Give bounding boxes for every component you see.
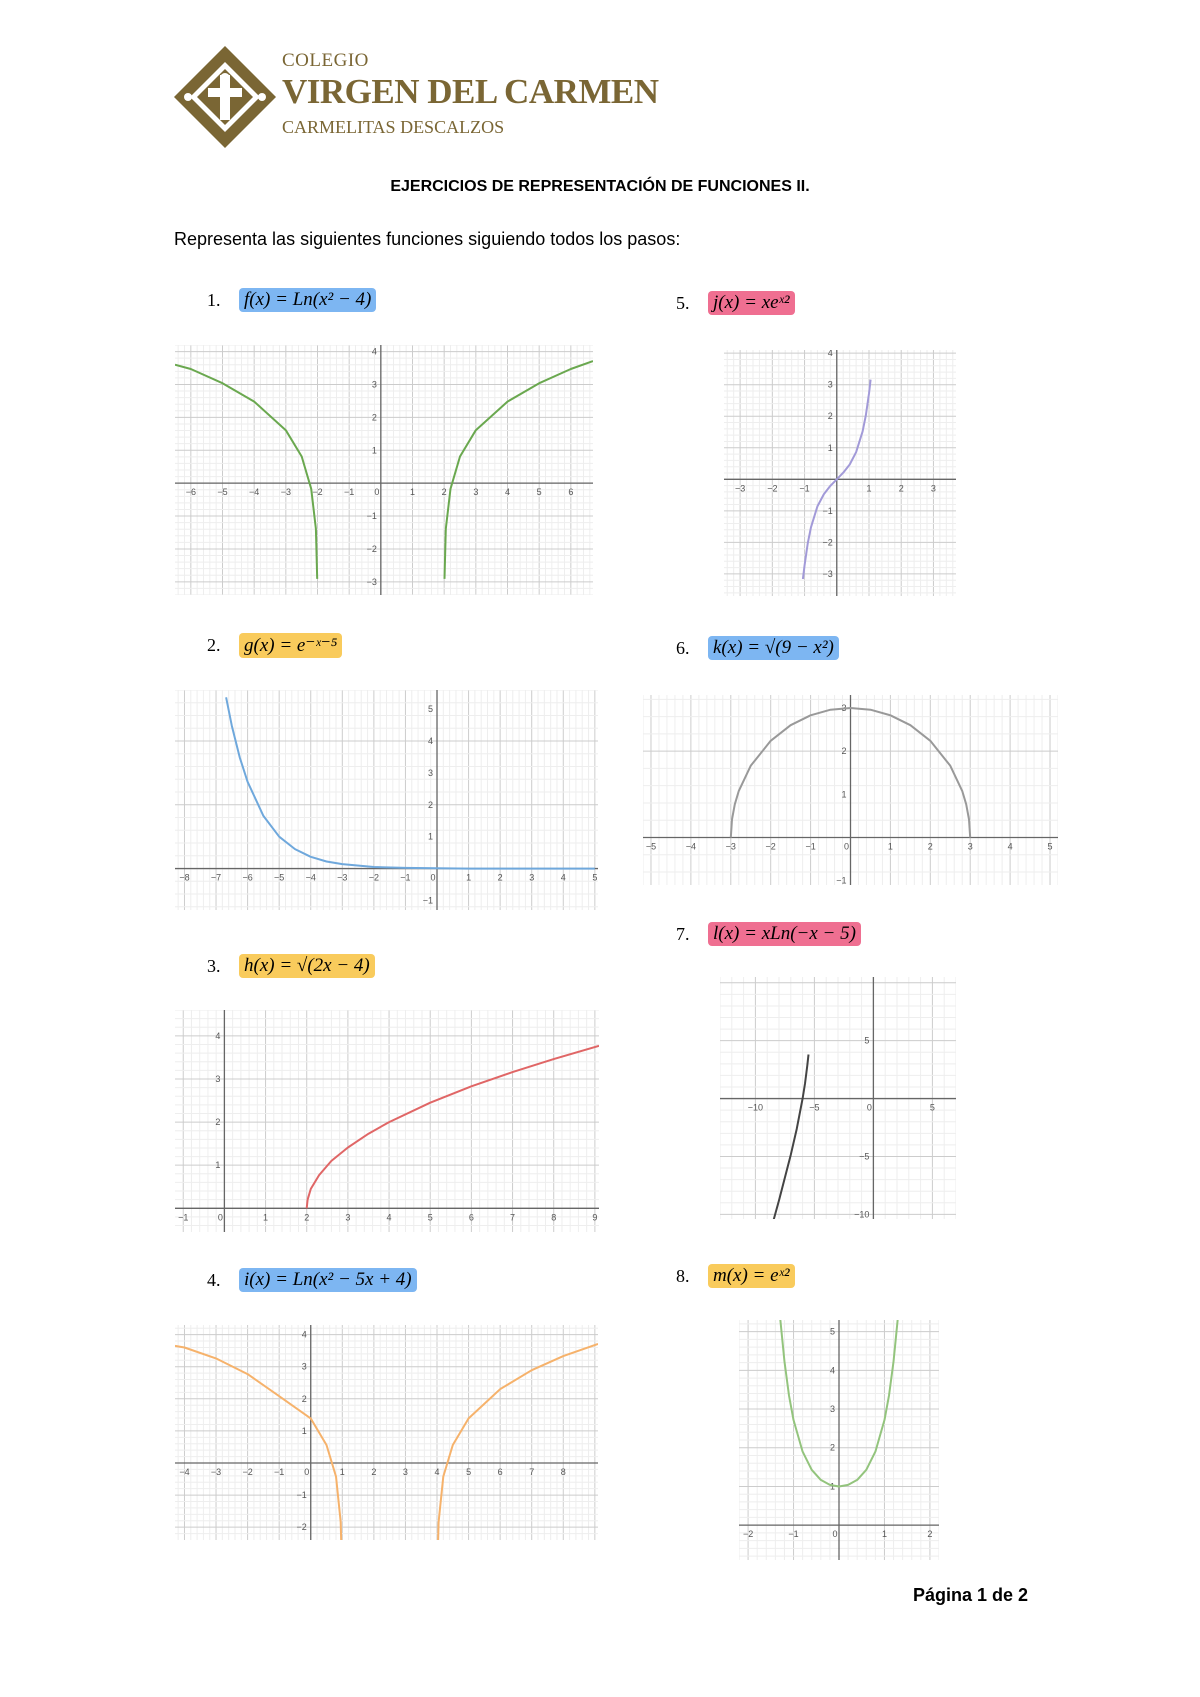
x-tick-label: 3 bbox=[529, 872, 535, 883]
function-curve bbox=[175, 365, 317, 579]
x-tick-label: −4 bbox=[249, 487, 260, 498]
x-tick-label: −2 bbox=[742, 1529, 754, 1540]
document-title: EJERCICIOS DE REPRESENTACIÓN DE FUNCIONES II. bbox=[390, 178, 810, 195]
x-tick-label: 4 bbox=[504, 487, 511, 498]
x-tick-label: 2 bbox=[898, 483, 904, 494]
exercise-label bbox=[207, 288, 376, 312]
y-tick-label: −5 bbox=[859, 1151, 870, 1162]
exercise-label bbox=[676, 291, 795, 315]
x-tick-label: −3 bbox=[280, 487, 291, 498]
exercise-label bbox=[207, 1268, 417, 1292]
y-tick-label: 4 bbox=[301, 1329, 307, 1340]
x-tick-label: 0 bbox=[866, 1102, 872, 1113]
x-tick-label: 3 bbox=[930, 483, 936, 494]
y-tick-label: 2 bbox=[301, 1393, 307, 1404]
x-tick-label: −2 bbox=[368, 872, 380, 883]
x-tick-label: 5 bbox=[427, 1212, 433, 1223]
exercise-formula: l(x) = xLn(−x − 5) bbox=[708, 922, 861, 946]
x-tick-label: −5 bbox=[274, 872, 285, 883]
x-tick-label: 2 bbox=[497, 872, 503, 883]
y-tick-label: 3 bbox=[371, 379, 377, 390]
x-tick-label: 5 bbox=[1047, 841, 1053, 852]
x-tick-label: 1 bbox=[881, 1529, 887, 1540]
exercise-number: 8. bbox=[676, 1265, 690, 1286]
y-tick-label: −2 bbox=[296, 1522, 307, 1533]
x-tick-label: −1 bbox=[274, 1466, 285, 1477]
graph-m bbox=[739, 1320, 939, 1560]
x-tick-label: −5 bbox=[645, 841, 657, 852]
y-tick-label: −10 bbox=[854, 1209, 870, 1219]
y-tick-label: 3 bbox=[841, 702, 847, 713]
y-tick-label: 4 bbox=[371, 346, 377, 357]
exercise-label bbox=[207, 633, 342, 658]
exercise-formula: f(x) = Ln(x² − 4) bbox=[239, 288, 376, 312]
x-tick-label: 0 bbox=[430, 872, 436, 883]
x-tick-label: −1 bbox=[344, 487, 355, 498]
x-tick-label: 1 bbox=[263, 1212, 269, 1223]
x-tick-label: −5 bbox=[809, 1102, 820, 1113]
y-tick-label: −2 bbox=[366, 543, 377, 554]
x-tick-label: −4 bbox=[305, 872, 316, 883]
x-tick-label: −1 bbox=[799, 483, 810, 494]
x-tick-label: 0 bbox=[843, 841, 850, 852]
y-tick-label: 5 bbox=[864, 1035, 870, 1046]
x-tick-label: 1 bbox=[466, 872, 472, 883]
x-tick-label: −10 bbox=[747, 1102, 764, 1113]
graph-l bbox=[720, 977, 956, 1219]
y-tick-label: 1 bbox=[427, 831, 434, 842]
x-tick-label: −2 bbox=[767, 483, 778, 494]
x-tick-label: −5 bbox=[217, 487, 228, 498]
x-tick-label: 4 bbox=[1007, 841, 1013, 852]
x-tick-label: 8 bbox=[560, 1466, 566, 1477]
y-tick-label: 1 bbox=[841, 789, 847, 800]
x-tick-label: −8 bbox=[179, 872, 190, 883]
grid bbox=[175, 345, 593, 595]
grid bbox=[724, 350, 956, 596]
y-tick-label: −1 bbox=[422, 895, 434, 906]
x-tick-label: 2 bbox=[927, 841, 933, 852]
exercise-number: 7. bbox=[676, 923, 690, 944]
x-tick-label: 3 bbox=[345, 1212, 351, 1223]
x-tick-label: −6 bbox=[242, 872, 253, 883]
graph-h bbox=[175, 1010, 599, 1232]
x-tick-label: −1 bbox=[788, 1529, 799, 1540]
x-tick-label: 6 bbox=[468, 1212, 474, 1223]
x-tick-label: 1 bbox=[339, 1466, 345, 1477]
y-tick-label: 2 bbox=[371, 412, 377, 423]
x-tick-label: 2 bbox=[371, 1466, 377, 1477]
exercise-number: 1. bbox=[207, 289, 221, 310]
x-tick-label: 2 bbox=[927, 1529, 933, 1540]
y-tick-label: 3 bbox=[215, 1073, 221, 1084]
y-tick-label: 1 bbox=[829, 1481, 835, 1492]
x-tick-label: 5 bbox=[592, 872, 598, 883]
exercise-formula: j(x) = xeˣ² bbox=[708, 291, 795, 315]
y-tick-label: 2 bbox=[215, 1117, 221, 1128]
x-tick-label: −3 bbox=[210, 1466, 222, 1477]
instructions-text: Representa las siguientes funciones siguiendo todos los pasos: bbox=[174, 229, 681, 249]
x-tick-label: 2 bbox=[304, 1212, 310, 1223]
x-tick-label: 7 bbox=[529, 1466, 535, 1477]
x-tick-label: −3 bbox=[337, 872, 348, 883]
exercise-number: 5. bbox=[676, 292, 690, 313]
logo-line-order: CARMELITAS DESCALZOS bbox=[282, 117, 505, 137]
graph-g bbox=[175, 690, 598, 910]
y-tick-label: 3 bbox=[427, 767, 434, 778]
exercise-label bbox=[676, 636, 839, 660]
y-tick-label: 3 bbox=[827, 379, 833, 390]
exercise-formula: h(x) = √(2x − 4) bbox=[239, 954, 375, 978]
x-tick-label: 0 bbox=[304, 1466, 310, 1477]
y-tick-label: 5 bbox=[427, 704, 434, 715]
grid bbox=[175, 1325, 598, 1540]
exercise-label bbox=[676, 922, 861, 946]
y-tick-label: 2 bbox=[841, 746, 847, 757]
exercise-number: 2. bbox=[207, 635, 221, 655]
y-tick-label: 2 bbox=[827, 411, 833, 422]
y-tick-label: −1 bbox=[296, 1490, 307, 1501]
x-tick-label: 0 bbox=[217, 1212, 223, 1223]
x-tick-label: 5 bbox=[929, 1102, 935, 1113]
x-tick-label: 4 bbox=[560, 872, 566, 883]
x-tick-label: 6 bbox=[568, 487, 574, 498]
y-tick-label: −1 bbox=[836, 875, 847, 885]
exercise-formula: g(x) = e⁻ˣ⁻⁵ bbox=[239, 633, 342, 658]
y-tick-label: 4 bbox=[215, 1030, 221, 1041]
grid bbox=[175, 1010, 599, 1232]
x-tick-label: −1 bbox=[178, 1212, 189, 1223]
x-tick-label: 8 bbox=[551, 1212, 557, 1223]
x-tick-label: 5 bbox=[466, 1466, 472, 1477]
exercise-label bbox=[676, 1264, 795, 1288]
y-tick-label: −1 bbox=[366, 511, 377, 522]
x-tick-label: 4 bbox=[386, 1212, 392, 1223]
y-tick-label: 5 bbox=[829, 1326, 835, 1337]
y-tick-label: −2 bbox=[822, 537, 833, 548]
exercise-number: 3. bbox=[207, 955, 221, 976]
x-tick-label: 2 bbox=[441, 487, 447, 498]
exercise-number: 4. bbox=[207, 1269, 221, 1290]
x-tick-label: −4 bbox=[179, 1466, 190, 1477]
logo-line-school-name: VIRGEN DEL CARMEN bbox=[282, 72, 659, 111]
x-tick-label: −3 bbox=[734, 483, 746, 494]
x-tick-label: −1 bbox=[400, 872, 411, 883]
y-tick-label: 3 bbox=[301, 1361, 307, 1372]
y-tick-label: −1 bbox=[822, 505, 833, 516]
carmelite-shield-icon bbox=[170, 42, 280, 152]
grid bbox=[175, 690, 598, 910]
x-tick-label: −2 bbox=[312, 487, 323, 498]
x-tick-label: 5 bbox=[536, 487, 542, 498]
y-tick-label: 3 bbox=[829, 1404, 835, 1415]
exercise-label bbox=[207, 954, 375, 978]
page-number: Página 1 de 2 bbox=[913, 1585, 1029, 1605]
y-tick-label: 1 bbox=[301, 1425, 307, 1436]
graph-i bbox=[175, 1325, 598, 1540]
y-tick-label: −3 bbox=[366, 576, 377, 587]
x-tick-label: 1 bbox=[887, 841, 893, 852]
x-tick-label: −2 bbox=[242, 1466, 253, 1477]
x-tick-label: 6 bbox=[497, 1466, 503, 1477]
x-tick-label: −1 bbox=[805, 841, 816, 852]
y-tick-label: 2 bbox=[829, 1442, 835, 1453]
exercise-formula: i(x) = Ln(x² − 5x + 4) bbox=[239, 1268, 417, 1292]
exercise-number: 6. bbox=[676, 637, 690, 658]
x-tick-label: 9 bbox=[592, 1212, 598, 1223]
x-tick-label: 1 bbox=[866, 483, 872, 494]
y-tick-label: 2 bbox=[427, 799, 434, 810]
x-tick-label: −2 bbox=[765, 841, 776, 852]
y-tick-label: 1 bbox=[371, 445, 377, 456]
y-tick-label: 4 bbox=[829, 1365, 835, 1376]
x-tick-label: 0 bbox=[832, 1529, 838, 1540]
graph-j bbox=[724, 350, 956, 596]
x-tick-label: −7 bbox=[210, 872, 222, 883]
y-tick-label: 4 bbox=[827, 350, 833, 359]
y-tick-label: 1 bbox=[215, 1160, 221, 1171]
x-tick-label: 3 bbox=[967, 841, 973, 852]
y-tick-label: 1 bbox=[827, 442, 833, 453]
exercise-formula: m(x) = eˣ² bbox=[708, 1264, 795, 1288]
x-tick-label: −3 bbox=[725, 841, 736, 852]
x-tick-label: −6 bbox=[185, 487, 196, 498]
x-tick-label: 4 bbox=[434, 1466, 440, 1477]
x-tick-label: 0 bbox=[374, 487, 380, 498]
exercise-formula: k(x) = √(9 − x²) bbox=[708, 636, 839, 660]
graph-f bbox=[175, 345, 593, 595]
logo-line-colegio: COLEGIO bbox=[282, 50, 369, 71]
graph-k bbox=[643, 695, 1058, 885]
x-tick-label: −4 bbox=[685, 841, 697, 852]
x-tick-label: 3 bbox=[402, 1466, 408, 1477]
x-tick-label: 7 bbox=[510, 1212, 516, 1223]
y-tick-label: 4 bbox=[427, 736, 434, 747]
y-tick-label: −3 bbox=[822, 568, 833, 579]
x-tick-label: 3 bbox=[473, 487, 479, 498]
x-tick-label: 1 bbox=[409, 487, 416, 498]
school-logo bbox=[170, 42, 670, 152]
